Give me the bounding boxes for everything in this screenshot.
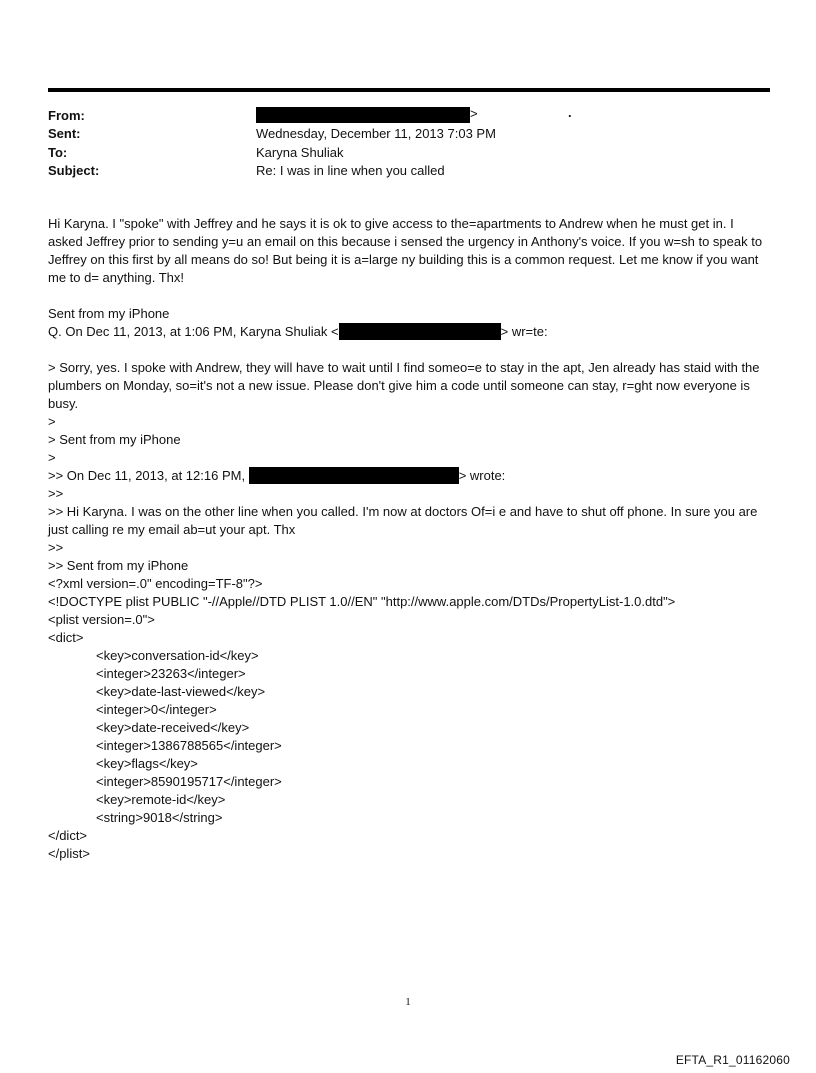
quote-marker: > <box>48 414 56 429</box>
plist-entry: <string>9018</string> <box>96 810 223 825</box>
from-value <box>256 106 478 123</box>
plist-open: <plist version=.0"> <box>48 612 155 627</box>
subject-label: Subject: <box>48 163 100 178</box>
signature: Sent from my iPhone <box>48 306 170 321</box>
quoted-paragraph: > Sorry, yes. I spoke with Andrew, they will have to wait until I find someo=e to stay in the apt, Jen already has staid with the plumbers on Monday, so=it's not a new issue. Please don't give him a code until someone can stay, r=ght now everyone is busy. <box>48 360 760 411</box>
dict-open: <dict> <box>48 630 84 645</box>
from-dot: . <box>568 105 572 120</box>
dict-close: </dict> <box>48 828 88 843</box>
sent-label: Sent: <box>48 126 81 141</box>
redaction-block <box>256 107 470 123</box>
plist-entry: <key>flags</key> <box>96 756 198 771</box>
from-suffix: > <box>470 106 478 121</box>
nested-quote-intro <box>48 467 770 485</box>
quote-intro <box>48 323 770 341</box>
plist-entry: <key>remote-id</key> <box>96 792 226 807</box>
to-row <box>48 145 770 161</box>
quoted-section <box>48 359 770 863</box>
plist-xml-declaration: <?xml version=.0" encoding=TF-8"?> <box>48 576 263 591</box>
subject-row <box>48 163 770 179</box>
document-id: EFTA_R1_01162060 <box>675 1053 790 1067</box>
from-row <box>48 105 770 124</box>
nested-quote-marker: >> <box>48 486 64 501</box>
plist-entry: <key>date-last-viewed</key> <box>96 684 266 699</box>
page-number: 1 <box>405 996 411 1008</box>
quote-marker: > <box>48 450 56 465</box>
sent-value: Wednesday, December 11, 2013 7:03 PM <box>256 126 496 141</box>
plist-close: </plist> <box>48 846 90 861</box>
message-continuation <box>48 305 770 341</box>
header-rule <box>48 88 770 92</box>
plist-entry: <integer>23263</integer> <box>96 666 246 681</box>
quote-intro-suffix: > wr=te: <box>500 324 548 339</box>
sent-row <box>48 126 770 142</box>
quote-intro-text: Q. On Dec 11, 2013, at 1:06 PM, Karyna Shuliak < <box>48 324 339 339</box>
nested-quoted-paragraph: >> Hi Karyna. I was on the other line when you called. I'm now at doctors Of=i e and have to shut off phone. In sure you are just calling re my email ab=ut your apt. Thx <box>48 504 758 537</box>
plist-entry: <integer>1386788565</integer> <box>96 738 282 753</box>
plist-entry: <key>date-received</key> <box>96 720 250 735</box>
nested-quote-intro-suffix: > wrote: <box>458 468 506 483</box>
plist-entry: <integer>8590195717</integer> <box>96 774 282 789</box>
plist-entry: <key>conversation-id</key> <box>96 648 259 663</box>
message-body <box>48 215 770 287</box>
redaction-block <box>249 467 459 484</box>
subject-value: Re: I was in line when you called <box>256 163 445 178</box>
from-label: From: <box>48 108 85 123</box>
nested-quoted-signature: >> Sent from my iPhone <box>48 558 189 573</box>
redaction-block <box>339 323 501 340</box>
nested-quote-intro-text: >> On Dec 11, 2013, at 12:16 PM, <box>48 468 246 483</box>
plist-entry: <integer>0</integer> <box>96 702 217 717</box>
message-paragraph: Hi Karyna. I "spoke" with Jeffrey and he says it is ok to give access to the=apartments to Andrew when he must get in. I asked Jeffrey prior to sending y=u an email on this because i sensed the urgency in Anthony's voice. If you w=sh to speak to Jeffrey on this first by all means do so! But being it is a=large ny building this is a common request. Let me know if you want me to d= anything. Thx! <box>48 216 763 285</box>
quoted-signature: > Sent from my iPhone <box>48 432 181 447</box>
to-label: To: <box>48 145 68 160</box>
to-value: Karyna Shuliak <box>256 145 344 160</box>
plist-doctype: <!DOCTYPE plist PUBLIC "-//Apple//DTD PLIST 1.0//EN" "http://www.apple.com/DTDs/PropertyList-1.0.dtd"> <box>48 594 676 609</box>
nested-quote-marker: >> <box>48 540 64 555</box>
